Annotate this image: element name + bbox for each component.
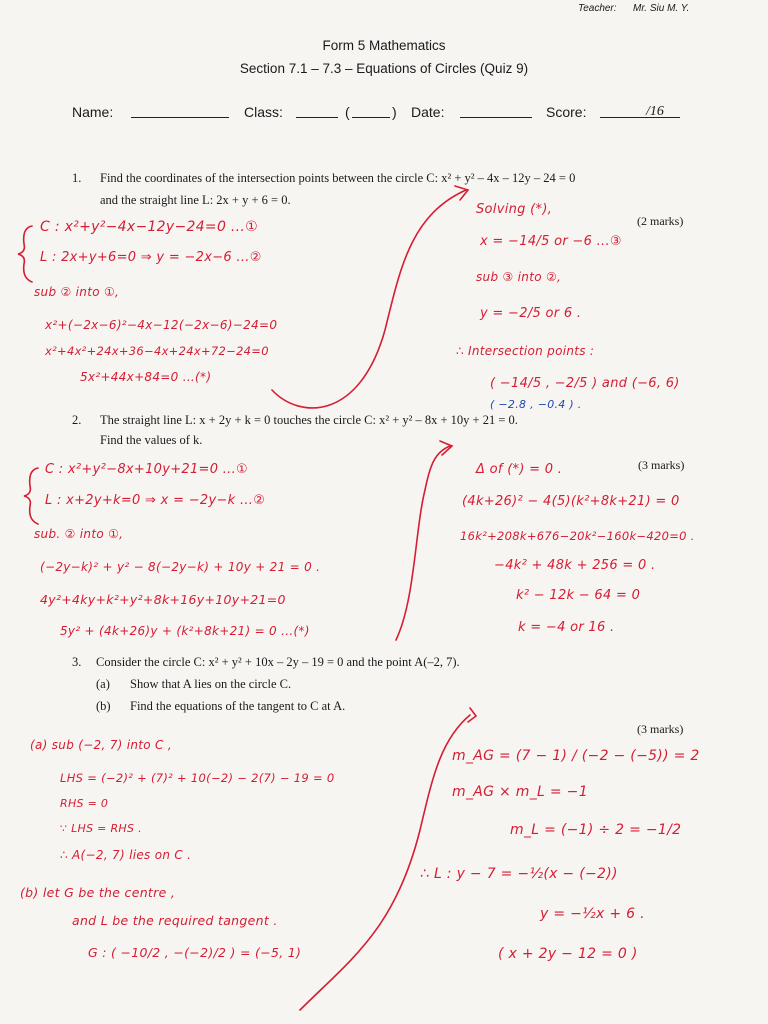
q2-work-line: 16k²+208k+676−20k²−160k−420=0 . (460, 529, 695, 543)
q1-work-line: x = −14/5 or −6 ...③ (480, 234, 622, 249)
q3-part-a-text: Show that A lies on the circle C. (130, 677, 292, 691)
q3-work-line: and L be the required tangent . (72, 913, 278, 928)
q1-text-line2: and the straight line L: 2x + y + 6 = 0. (100, 193, 291, 207)
q1-work-line: ∴ Intersection points : (456, 344, 595, 358)
q1-work-line: L : 2x+y+6=0 ⇒ y = −2x−6 ...② (40, 250, 262, 265)
q3-number: 3. (72, 655, 82, 669)
q2-text-line1: The straight line L: x + 2y + k = 0 touches the circle C: x² + y² – 8x + 10y + 21 = 0. (100, 413, 518, 427)
q3-marks: (3 marks) (637, 722, 684, 736)
q2-brace (24, 468, 38, 524)
q1-connector-curve (272, 190, 466, 408)
q1-work-line: y = −2/5 or 6 . (480, 306, 582, 321)
q1-work-line: Solving (*), (476, 202, 553, 217)
q3-work-line: m_L = (−1) ÷ 2 = −1/2 (510, 822, 682, 838)
q3-work-line: G : ( −10/2 , −(−2)/2 ) = (−5, 1) (88, 945, 302, 960)
q1-text-line1: Find the coordinates of the intersection points between the circle C: x² + y² – 4x – 12y – 24 = 0 (100, 171, 576, 185)
score-label: Score: (546, 104, 587, 120)
q1-work-line: ( −14/5 , −2/5 ) and (−6, 6) (490, 376, 680, 391)
q1-brace (18, 226, 32, 282)
q2-text-line2: Find the values of k. (100, 433, 203, 447)
q3-work-line: y = −½x + 6 . (540, 906, 645, 922)
class-label: Class: (244, 104, 283, 120)
q2-work-line: k² − 12k − 64 = 0 (516, 588, 641, 603)
q2-number: 2. (72, 413, 82, 427)
q3-work-line: (a) sub (−2, 7) into C , (30, 738, 172, 752)
q1-number: 1. (72, 171, 82, 185)
q1-work-line: 5x²+44x+84=0 ...(*) (80, 370, 212, 384)
quiz-title: Section 7.1 – 7.3 – Equations of Circles (Quiz 9) (239, 61, 529, 76)
q3-work-line: ∴ L : y − 7 = −½(x − (−2)) (420, 866, 618, 882)
q2-work-line: (4k+26)² − 4(5)(k²+8k+21) = 0 (462, 494, 680, 509)
teacher-name: Mr. Siu M. Y. (633, 3, 690, 14)
q3-work-line: LHS = (−2)² + (7)² + 10(−2) − 2(7) − 19 = 0 (60, 771, 335, 785)
q3-work-line: ( x + 2y − 12 = 0 ) (498, 946, 638, 962)
score-total: /16 (646, 104, 664, 119)
date-label: Date: (411, 104, 445, 120)
q3-work-line: m_AG × m_L = −1 (452, 784, 588, 800)
q3-part-a-label: (a) (96, 677, 110, 691)
q1-work-line: x²+(−2x−6)²−4x−12(−2x−6)−24=0 (45, 318, 278, 332)
q3-work-line: ∴ A(−2, 7) lies on C . (60, 848, 192, 862)
q2-work-line: 4y²+4ky+k²+y²+8k+16y+10y+21=0 (40, 592, 286, 607)
q3-work-line: RHS = 0 (60, 797, 109, 810)
q3-part-b-label: (b) (96, 699, 111, 713)
q3-part-b-text: Find the equations of the tangent to C at A. (130, 699, 346, 713)
teacher-label: Teacher: (578, 3, 617, 14)
q1-decimal-answer: ( −2.8 , −0.4 ) . (490, 398, 582, 411)
paren-open: ( (345, 104, 350, 120)
q2-work-line: k = −4 or 16 . (518, 620, 615, 635)
name-label: Name: (72, 104, 114, 120)
q3-work-line: ∵ LHS = RHS . (60, 822, 142, 835)
q2-work-line: −4k² + 48k + 256 = 0 . (494, 558, 656, 573)
q2-work-line: sub. ② into ①, (34, 527, 124, 541)
q1-work-line: C : x²+y²−4x−12y−24=0 ...① (40, 219, 259, 235)
q3-work-line: m_AG = (7 − 1) / (−2 − (−5)) = 2 (452, 748, 700, 764)
q2-work-line: L : x+2y+k=0 ⇒ x = −2y−k ...② (45, 493, 266, 508)
q1-work-line: sub ② into ①, (34, 285, 120, 299)
course-title: Form 5 Mathematics (322, 38, 446, 53)
q2-connector-curve (396, 446, 450, 640)
q1-work-line: x²+4x²+24x+36−4x+24x+72−24=0 (45, 344, 269, 358)
q3-connector-curve (300, 715, 470, 1010)
q2-work-line: (−2y−k)² + y² − 8(−2y−k) + 10y + 21 = 0 . (40, 560, 321, 574)
q2-work-line: C : x²+y²−8x+10y+21=0 ...① (45, 462, 248, 477)
q2-marks: (3 marks) (638, 458, 685, 472)
q1-work-line: sub ③ into ②, (476, 270, 562, 284)
q3-text-line1: Consider the circle C: x² + y² + 10x – 2y – 19 = 0 and the point A(–2, 7). (96, 655, 460, 669)
q3-work-line: (b) let G be the centre , (20, 885, 176, 900)
q1-marks: (2 marks) (637, 214, 684, 228)
paren-close: ) (392, 104, 397, 120)
q2-work-line: 5y² + (4k+26)y + (k²+8k+21) = 0 ...(*) (60, 624, 310, 638)
q2-work-line: Δ of (*) = 0 . (476, 462, 563, 477)
